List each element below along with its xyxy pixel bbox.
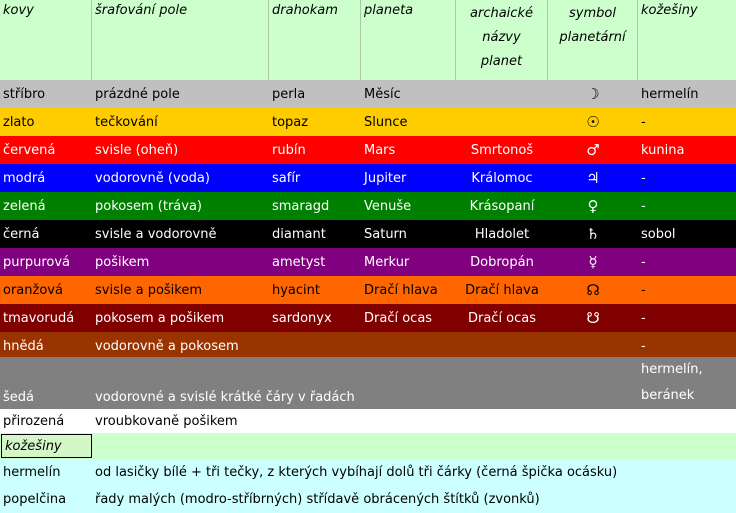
cell-drahokam: hyacint [272,282,320,298]
section-label: kožešiny [1,434,92,458]
cell-planeta: Dračí ocas [364,310,433,326]
cell-srafovani: pošikem [95,254,150,270]
fur-desc: od lasičky bílé + tři tečky, z kterých vybíhají dolů tři čárky (černá špička ocásku) [95,465,618,480]
header-row [0,0,736,80]
cell-symbol: ☊ [586,281,600,299]
cell-symbol: ☉ [586,113,600,131]
cell-srafovani: vroubkovaně pošikem [95,413,238,429]
cell-kozesiny: - [641,170,646,186]
cell-kozesiny: - [641,282,646,298]
cell-planeta: Venuše [364,198,412,214]
cell-kov: purpurová [3,254,70,270]
cell-kov: stříbro [3,86,46,102]
cell-kov: zlato [3,114,35,130]
cell-srafovani: pokosem (tráva) [95,198,203,214]
cell-kov: oranžová [3,282,63,298]
cell-kozesiny: - [641,338,646,354]
cell-drahokam: ametyst [272,254,326,270]
table-row-prirozena [0,409,736,433]
cell-srafovani: vodorovně (voda) [95,170,210,186]
header-kozesiny: kožešiny [641,3,698,18]
cell-archaicke: Dračí hlava [465,282,539,298]
table-row [0,164,736,192]
cell-symbol: ☋ [586,309,600,327]
table-row [0,248,736,276]
cell-kozesiny: - [641,114,646,130]
cell-drahokam: rubín [272,142,306,158]
table-row [0,136,736,164]
cell-kov: zelená [3,198,46,214]
cell-kozesiny: sobol [641,226,676,242]
fur-desc: řady malých (modro-stříbrných) střídavě obrácených štítků (zvonků) [95,492,540,507]
cell-kozesiny: - [641,310,646,326]
cell-planeta: Saturn [364,226,407,242]
cell-planeta: Mars [364,142,396,158]
table-row [0,108,736,136]
header-drahokam: drahokam [269,0,361,80]
table-row [0,220,736,248]
cell-kov: tmavorudá [3,310,75,326]
cell-kov: černá [3,226,40,242]
cell-planeta: Slunce [364,114,408,130]
cell-archaicke [456,108,548,136]
header-kovy: kovy [0,0,92,80]
cell-planeta: Dračí hlava [364,282,438,298]
cell-kozesiny: - [641,198,646,214]
cell-drahokam [269,332,361,360]
cell-symbol: ♄ [586,225,600,243]
table-row [0,192,736,220]
cell-planeta: Jupiter [364,170,407,186]
table-row-seda [0,357,736,409]
cell-drahokam: topaz [272,114,309,130]
table-row [0,276,736,304]
header-planeta: planeta [361,0,456,80]
cell-srafovani: svisle (oheň) [95,142,179,158]
fur-name: popelčina [3,492,67,507]
cell-kov: přirozená [3,413,65,429]
cell-planeta [361,332,456,360]
cell-srafovani: tečkování [95,114,158,130]
cell-drahokam: safír [272,170,301,186]
header-symbol: symbol planetární [548,0,638,80]
fur-row-popelcina [0,486,736,513]
cell-archaicke: Smrtonoš [470,142,534,158]
cell-kozesiny: kunina [641,142,685,158]
header-srafovani: šrafování pole [92,0,269,80]
header-archaicke: archaické názvy planet [456,0,548,80]
cell-symbol [548,332,638,360]
cell-archaicke: Králomoc [471,170,533,186]
cell-planeta: Merkur [364,254,410,270]
cell-archaicke: Dračí ocas [467,310,537,326]
cell-archaicke [456,332,548,360]
cell-srafovani: svisle a pošikem [95,282,203,298]
cell-symbol: ♂ [586,141,600,159]
cell-drahokam: smaragd [272,198,330,214]
cell-kov: červená [3,142,56,158]
cell-kozesiny-line1: hermelín, [641,362,703,377]
table-row [0,80,736,108]
cell-drahokam: sardonyx [272,310,332,326]
cell-srafovani: vodorovně a pokosem [95,338,239,354]
cell-drahokam: diamant [272,226,326,242]
cell-kov: šedá [3,390,34,405]
cell-archaicke [456,80,548,108]
cell-kozesiny: - [641,254,646,270]
table-row [0,304,736,332]
cell-srafovani: svisle a vodorovně [95,226,217,242]
cell-symbol: ♃ [586,169,600,187]
cell-symbol: ☽ [586,85,600,103]
cell-symbol: ☿ [588,253,598,271]
cell-kov: modrá [3,170,46,186]
cell-srafovani: vodorovné a svislé krátké čáry v řadách [95,390,355,405]
cell-planeta: Měsíc [364,86,401,102]
cell-kozesiny: hermelín [641,86,699,102]
cell-drahokam: perla [272,86,306,102]
cell-kozesiny [638,357,736,409]
cell-archaicke: Hladolet [474,226,530,242]
cell-archaicke: Dobropán [470,254,534,270]
cell-srafovani: pokosem a pošikem [95,310,225,326]
cell-kozesiny-line2: beránek [641,388,695,403]
cell-archaicke: Krásopaní [469,198,535,214]
section-header-row [0,433,736,459]
fur-name: hermelín [3,465,61,480]
cell-srafovani: prázdné pole [95,86,180,102]
fur-row-hermelin [0,459,736,486]
table-row [0,332,736,360]
cell-kov: hnědá [3,338,44,354]
cell-symbol: ♀ [587,197,599,215]
